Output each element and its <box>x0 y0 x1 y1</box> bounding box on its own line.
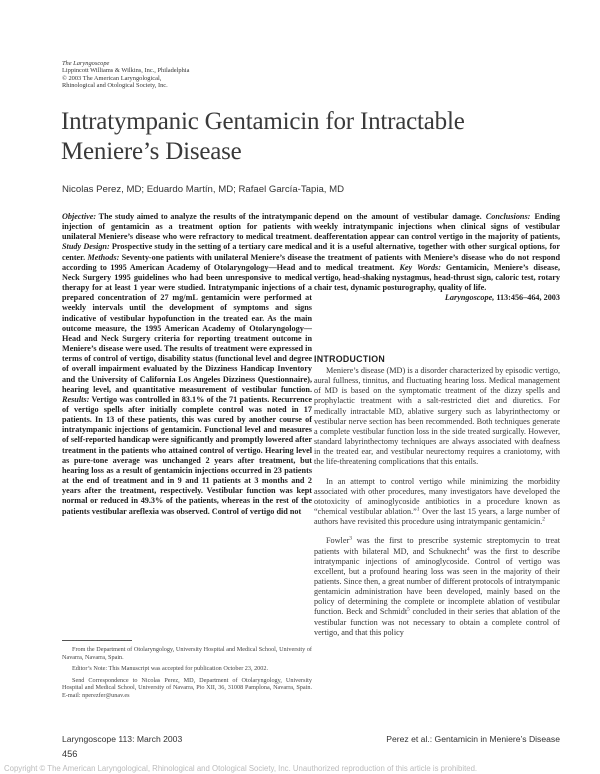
citation-journal: Laryngoscope, <box>444 293 495 303</box>
intro-p3-text-a: Fowler <box>326 536 350 546</box>
intro-p3-text-d: concluded in their series that ablation of the vestibular function was not necessary to obtain a complete control of vertigo, and that this policy <box>314 607 560 637</box>
footer-running-title: Perez et al.: Gentamicin in Meniere’s Disease <box>386 734 560 744</box>
publisher-line: Lippincott Williams & Wilkins, Inc., Philadelphia <box>62 67 190 75</box>
footnote-correspondence: Send Correspondence to Nicolas Perez, MD, Department of Otolaryngology, University Hospital and Medical School, University of Navarra, Pio XII, 36, 31008 Pamplona, Navarra, Spain. E-mail: nperezfer@unav.es <box>62 676 312 699</box>
conclusions-text: Ending weekly intratympanic injections when clinical signs of vestibular deafferentation appear can control vertigo in the majority of patients, and it is a useful alternative, together with other surgical options, for the treatment of patients with Meniere’s disease who do not respond to medical treatment. <box>314 212 560 272</box>
methods-text: Seventy-one patients with unilateral Meniere’s disease according to 1995 American Academy of Otolaryngology—Head and Neck Surgery 1995 guidelines who had been unresponsive to medical therapy for at least 1 year were studied. Intratympanic injections of a prepared concentration of 27 mg/mL gentamicin were performed at weekly intervals until the development of symptoms and signs indicative of vestibular hypofunction in the treated ear. As the main outcome measure, the 1995 American Academy of Otolaryngology—Head and Neck Surgery criteria for reporting treatment outcome in Meniere’s disease were used. The results of treatment were expressed in terms of control of vertigo, disability status (functional level and degree of overall impairment evaluated by the Dizziness Handicap Inventory and the University of California Los Angeles Dizziness Questionnaire), hearing level, and quantitative measurement of vestibular function. <box>62 252 312 394</box>
reference-5: 5 <box>407 606 410 613</box>
footnote-editors-note: Editor’s Note: This Manuscript was accepted for publication October 23, 2002. <box>72 665 269 673</box>
citation-ref: 113:456–464, 2003 <box>494 293 560 303</box>
intro-paragraph-1: Meniere’s disease (MD) is a disorder characterized by episodic vertigo, aural fullness, tinnitus, and fluctuating hearing loss. Medical management of MD is based on the symptomatic treatment of the dizzy spells and prophylactic treatment with a salt-restricted diet and diuretics. For medically intractable MD, ablative surgery such as labyrinthectomy or vestibular nerve section has been recommended. Both techniques generate a complete vestibular function loss in the side treated surgically. However, standard labyrinthectomy techniques are always associated with deafness in the treated ear, and vestibular neurectomy requires a craniotomy, with the life-threatening complications that this entails. <box>314 366 560 467</box>
society-line: Rhinological and Otological Society, Inc. <box>62 81 168 89</box>
introduction-body <box>314 366 560 638</box>
results-label: Results: <box>62 394 90 404</box>
footer-journal-issue: Laryngoscope 113: March 2003 <box>62 734 183 744</box>
intro-p3-text-c: was the first to describe intratympanic injections of aminoglycoside. Control of vertigo was excellent, but a profound hearing loss was seen in the majority of their patients. Since then, a great number of different protocols of intratympanic gentamicin administration have been developed, mainly based on the policy of determining the complete or incomplete ablation of vestibular function. Beck and Schmidt <box>314 546 560 617</box>
page-number: 456 <box>62 749 78 759</box>
reference-4: 4 <box>466 545 470 552</box>
footnote-affiliation: From the Department of Otolaryngology, University Hospital and Medical School, University of Navarra, Navarra, Spain. <box>62 646 312 661</box>
results-continued: depend on the amount of vestibular damage. <box>314 212 482 221</box>
design-label: Study Design: <box>62 242 110 252</box>
reference-2: 2 <box>542 516 546 523</box>
methods-label: Methods: <box>87 252 120 262</box>
objective-text: The study aimed to analyze the results of the intratympanic injection of gentamicin as a treatment option for patients with unilateral Meniere’s disease who were refractory to medical treatment. <box>62 212 312 242</box>
abstract-left-column <box>62 212 312 517</box>
intro-p3-text-b: was the first to prescribe systemic streptomycin to treat patients with bilateral MD, and Schuknecht <box>314 536 560 556</box>
reference-3: 3 <box>349 535 352 542</box>
introduction-heading: INTRODUCTION <box>314 354 386 364</box>
intro-paragraph-2 <box>314 477 560 528</box>
footnote-rule <box>62 640 132 641</box>
journal-header <box>62 60 189 89</box>
abstract-right-column <box>314 212 560 303</box>
reference-1: 1 <box>416 506 420 513</box>
keywords-label: Key Words: <box>399 262 441 272</box>
design-text: Prospective study in the setting of a tertiary care medical center. <box>62 242 312 262</box>
citation <box>314 293 560 303</box>
journal-name: The Laryngoscope <box>62 60 110 67</box>
article-title: Intratympanic Gentamicin for Intractable Meniere’s Disease <box>61 108 465 165</box>
footnotes <box>62 646 312 704</box>
results-text: Vertigo was controlled in 83.1% of the 71 patients. Recurrence of vertigo spells after initially complete control was noted in 17 patients. In 13 of these patients, this was cured by another course of intratympanic injections of gentamicin. Functional level and measures of self-reported handicap were significantly and promptly lowered after treatment in the patients who attained control of vertigo. Hearing level as pure-tone average was unchanged 2 years after treatment, but hearing loss as a result of gentamicin injections occurred in 23 patients at the end of treatment and in 9 and 11 patients at 3 months and 2 years after the treatment, respectively. Vestibular function was kept normal or reduced in 49.3% of the patients, whereas in the rest of the patients vestibular areflexia was observed. Control of vertigo did not <box>62 394 313 516</box>
copyright-watermark: Copyright © The American Laryngological, Rhinological and Otological Society, Inc. Unauthorized reproduction of this article is prohibited. <box>4 764 478 773</box>
intro-p2-text-b: Over the last 15 years, a large number of authors have revisited this procedure using intratympanic gentamicin. <box>314 507 560 527</box>
article-authors: Nicolas Perez, MD; Eduardo Martín, MD; Rafael García-Tapia, MD <box>62 184 345 195</box>
keywords-text: Gentamicin, Meniere’s disease, vertigo, head-shaking nystagmus, head-thrust sign, caloric test, rotary chair test, dynamic posturography, quality of life. <box>314 262 560 293</box>
copyright-line: © 2003 The American Laryngological, <box>62 74 162 82</box>
objective-label: Objective: <box>62 212 97 221</box>
intro-paragraph-3 <box>314 536 560 638</box>
intro-p2-text: In an attempt to control vertigo while minimizing the morbidity associated with other procedures, many investigators have developed the ototoxicity of aminoglycoside antibiotics in a procedure known as “chemical vestibular ablation.” <box>314 476 560 517</box>
conclusions-label: Conclusions: <box>485 212 531 221</box>
